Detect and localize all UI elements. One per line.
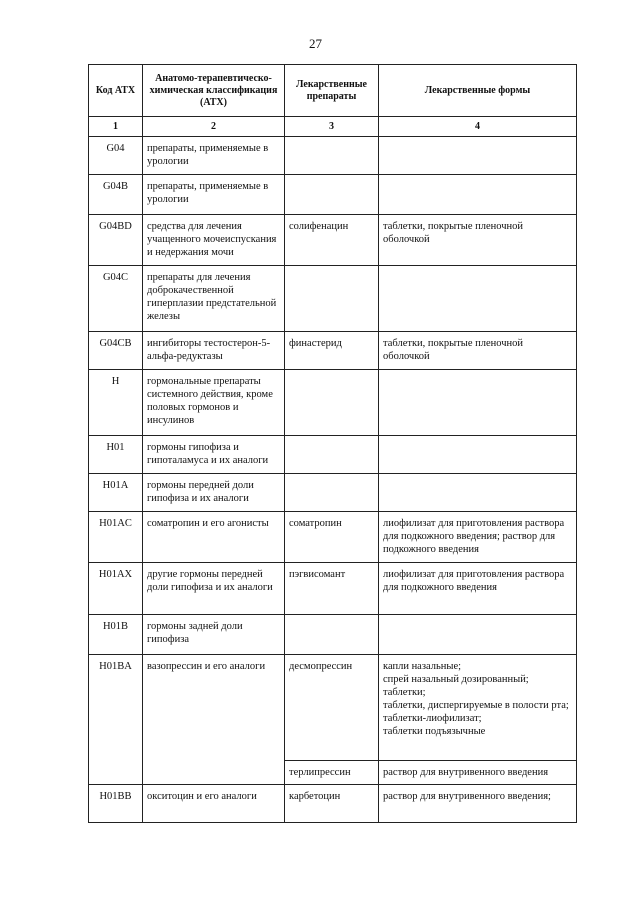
table-row [89, 436, 577, 474]
drug-name [285, 137, 379, 175]
dosage-forms [379, 615, 577, 655]
table-row [89, 615, 577, 655]
atc-code: H01 [89, 436, 143, 474]
drug-name: терлипрессин [285, 761, 379, 785]
dosage-forms [379, 137, 577, 175]
table-row [89, 266, 577, 332]
dosage-form-line: таблетки подъязычные [383, 726, 486, 737]
table-row [89, 175, 577, 215]
atc-code: H01AC [89, 512, 143, 563]
column-number: 3 [285, 117, 379, 137]
dosage-form-line: таблетки-лиофилизат; [383, 713, 482, 724]
atc-class: вазопрессин и его аналоги [143, 655, 285, 785]
drug-name: финастерид [285, 332, 379, 370]
drug-name [285, 370, 379, 436]
column-number: 4 [379, 117, 577, 137]
atc-class: гормоны передней доли гипофиза и их аналоги [143, 474, 285, 512]
dosage-forms [379, 474, 577, 512]
atc-code: H01BB [89, 785, 143, 823]
atc-code: H01AX [89, 563, 143, 615]
atc-class: ингибиторы тестостерон-5-альфа-редуктазы [143, 332, 285, 370]
drug-name: десмопрессин [285, 655, 379, 761]
atc-class: препараты, применяемые в урологии [143, 175, 285, 215]
dosage-forms: лиофилизат для приготовления раствора для подкожного введения [379, 563, 577, 615]
atc-class: гормоны гипофиза и гипоталамуса и их аналоги [143, 436, 285, 474]
atc-code: G04C [89, 266, 143, 332]
table-row [89, 332, 577, 370]
drug-name [285, 436, 379, 474]
column-number: 1 [89, 117, 143, 137]
atc-code: H [89, 370, 143, 436]
drug-name [285, 474, 379, 512]
dosage-forms [379, 655, 577, 761]
drug-name: солифенацин [285, 215, 379, 266]
header-classification: Анатомо-терапевтическо-химическая классификация (АТХ) [143, 65, 285, 117]
atc-code: G04CB [89, 332, 143, 370]
atc-code: H01BA [89, 655, 143, 785]
drug-name: карбетоцин [285, 785, 379, 823]
dosage-forms [379, 175, 577, 215]
page-number: 27 [309, 36, 322, 51]
header-drugs: Лекарственные препараты [285, 65, 379, 117]
atc-code: H01B [89, 615, 143, 655]
atc-class: препараты, применяемые в урологии [143, 137, 285, 175]
dosage-form-line: капли назальные; [383, 661, 462, 672]
atc-class: другие гормоны передней доли гипофиза и их аналоги [143, 563, 285, 615]
drug-name: пэгвисомант [285, 563, 379, 615]
dosage-forms: лиофилизат для приготовления раствора для подкожного введения; раствор для подкожного введения [379, 512, 577, 563]
dosage-forms: раствор для внутривенного введения [379, 761, 577, 785]
table-row [89, 785, 577, 823]
atc-class: средства для лечения учащенного мочеиспускания и недержания мочи [143, 215, 285, 266]
dosage-forms: раствор для внутривенного введения; [379, 785, 577, 823]
table-row [89, 370, 577, 436]
atc-class: соматропин и его агонисты [143, 512, 285, 563]
table-row [89, 512, 577, 563]
drug-name [285, 175, 379, 215]
dosage-forms [379, 370, 577, 436]
dosage-form-line: таблетки; [383, 687, 426, 698]
atc-class: препараты для лечения доброкачественной гиперплазии предстательной железы [143, 266, 285, 332]
table-row [89, 563, 577, 615]
atc-code: G04BD [89, 215, 143, 266]
atc-code: G04B [89, 175, 143, 215]
atc-table [88, 64, 577, 823]
dosage-forms: таблетки, покрытые пленочной оболочкой [379, 215, 577, 266]
column-number: 2 [143, 117, 285, 137]
table-row [89, 215, 577, 266]
header-code: Код АТХ [89, 65, 143, 117]
drug-name [285, 266, 379, 332]
atc-class: гормональные препараты системного действия, кроме половых гормонов и инсулинов [143, 370, 285, 436]
table-row [89, 137, 577, 175]
dosage-forms [379, 266, 577, 332]
drug-name [285, 615, 379, 655]
atc-code: H01A [89, 474, 143, 512]
atc-class: окситоцин и его аналоги [143, 785, 285, 823]
table-row [89, 474, 577, 512]
drug-name: соматропин [285, 512, 379, 563]
dosage-forms [379, 436, 577, 474]
atc-class: гормоны задней доли гипофиза [143, 615, 285, 655]
atc-code: G04 [89, 137, 143, 175]
header-forms: Лекарственные формы [379, 65, 577, 117]
dosage-form-line: спрей назальный дозированный; [383, 674, 529, 685]
table-row [89, 655, 577, 761]
dosage-form-line: таблетки, диспергируемые в полости рта; [383, 700, 569, 711]
dosage-forms: таблетки, покрытые пленочной оболочкой [379, 332, 577, 370]
